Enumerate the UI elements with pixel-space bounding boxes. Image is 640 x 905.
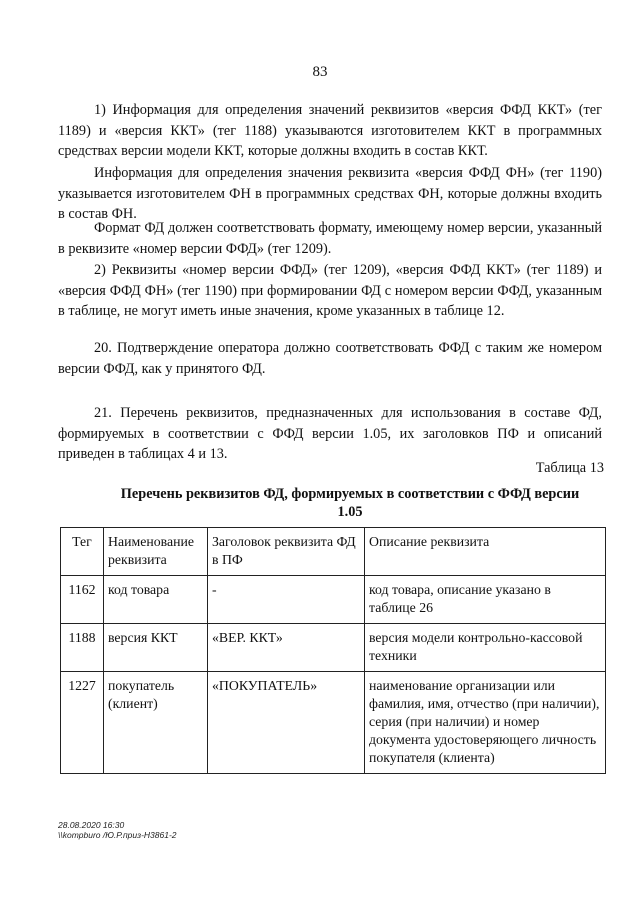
table-title — [100, 485, 600, 521]
cell-print-title: «ПОКУПАТЕЛЬ» — [208, 672, 365, 774]
cell-description: код товара, описание указано в таблице 26 — [365, 576, 606, 624]
cell-tag: 1162 — [61, 576, 104, 624]
paragraph-6: 21. Перечень реквизитов, предназначенных для использования в составе ФД, формируемых в соответствии с ФФД версии 1.05, их заголовков ПФ и описаний приведен в таблицах 4 и 13. — [58, 405, 602, 462]
paragraph-1: 1) Информация для определения значений реквизитов «версия ФФД ККТ» (тег 1189) и «версия ККТ» (тег 1188) указываются изготовителем ККТ в программных средствах версии модели ККТ, которые должны входить в состав ККТ. — [58, 102, 602, 159]
requisites-table — [60, 527, 606, 774]
footer-timestamp: 28.08.2020 16:30 — [58, 820, 125, 830]
page-number: 83 — [312, 64, 328, 80]
table-row — [61, 672, 606, 774]
cell-name: код товара — [104, 576, 208, 624]
paragraph-2: Информация для определения значения реквизита «версия ФФД ФН» (тег 1190) указывается изготовителем ФН в программных средствах ФН, которые должны входить в состав ФН. — [58, 165, 602, 222]
table-row — [61, 624, 606, 672]
cell-description: наименование организации или фамилия, имя, отчество (при наличии), серия (при наличии) и номер документа удостоверяющего личность покупателя (клиента) — [365, 672, 606, 774]
footer-file-path: \\kompburo /Ю.Р.приз-Н3861-2 — [58, 830, 177, 840]
paragraph-5: 20. Подтверждение оператора должно соответствовать ФФД с таким же номером версии ФФД, как у принятого ФД. — [58, 340, 602, 377]
cell-tag: 1188 — [61, 624, 104, 672]
table-row — [61, 576, 606, 624]
cell-name: версия ККТ — [104, 624, 208, 672]
cell-print-title: - — [208, 576, 365, 624]
header-tag: Тег — [61, 528, 104, 576]
cell-name: покупатель (клиент) — [104, 672, 208, 774]
header-description: Описание реквизита — [365, 528, 606, 576]
paragraph-4: 2) Реквизиты «номер версии ФФД» (тег 1209), «версия ФФД ККТ» (тег 1189) и «версия ФФД ФН» (тег 1190) при формировании ФД с номером версии ФФД, указанным в таблице, не могут иметь иные значения, кроме указанных в таблице 12. — [58, 262, 602, 319]
cell-tag: 1227 — [61, 672, 104, 774]
header-print-title: Заголовок реквизита ФД в ПФ — [208, 528, 365, 576]
cell-print-title: «ВЕР. ККТ» — [208, 624, 365, 672]
cell-description: версия модели контрольно-кассовой техники — [365, 624, 606, 672]
table-title-line-1: Перечень реквизитов ФД, формируемых в соответствии с ФФД версии — [120, 486, 580, 502]
paragraph-3: Формат ФД должен соответствовать формату, имеющему номер версии, указанный в реквизите «номер версии ФФД» (тег 1209). — [58, 220, 602, 257]
table-label: Таблица 13 — [535, 460, 604, 476]
table-header-row — [61, 528, 606, 576]
footer-stamp — [58, 820, 177, 840]
header-name: Наименование реквизита — [104, 528, 208, 576]
table-title-line-2: 1.05 — [337, 504, 363, 520]
